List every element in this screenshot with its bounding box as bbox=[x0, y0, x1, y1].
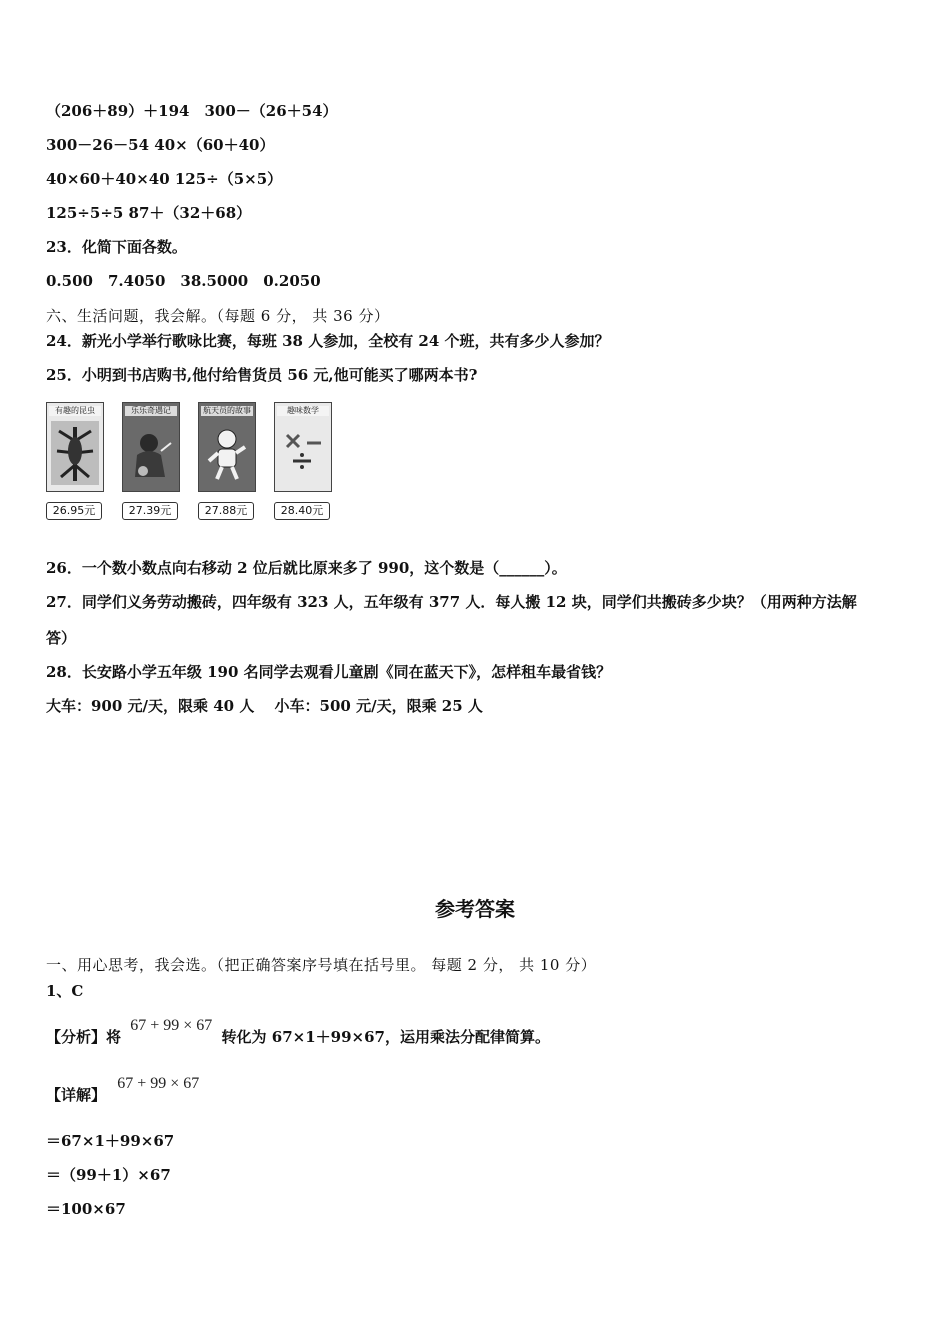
solution-step-1: ＝67×1＋99×67 bbox=[46, 1132, 175, 1150]
astronaut-illustration-icon bbox=[203, 421, 251, 485]
solution-step-3: ＝100×67 bbox=[46, 1200, 126, 1218]
detail-line bbox=[46, 1075, 200, 1106]
insect-illustration-icon bbox=[51, 421, 99, 485]
question-23: 23．化简下面各数。 bbox=[46, 238, 187, 256]
analysis-label: 【分析】将 bbox=[46, 1028, 122, 1046]
book-price: 26.95元 bbox=[46, 502, 102, 520]
book-cover-adventure bbox=[122, 402, 180, 492]
question-26: 26．一个数小数点向右移动 2 位后就比原来多了 990，这个数是（______）。 bbox=[46, 559, 567, 577]
calc-line-4: 125÷5÷5 87＋（32＋68） bbox=[46, 204, 252, 222]
adventure-illustration-icon bbox=[127, 421, 175, 485]
book-3 bbox=[198, 402, 256, 520]
book-price: 27.39元 bbox=[122, 502, 178, 520]
math-symbols-icon bbox=[279, 421, 327, 485]
book-cover-math bbox=[274, 402, 332, 492]
book-4 bbox=[274, 402, 332, 520]
book-cover-insects bbox=[46, 402, 104, 492]
analysis-line bbox=[46, 1017, 550, 1048]
book-title: 乐乐奇遇记 bbox=[125, 406, 177, 416]
book-2 bbox=[122, 402, 180, 520]
question-27: 27．同学们义务劳动搬砖，四年级有 323 人，五年级有 377 人．每人搬 12 块，同学们共搬砖多少块？（用两种方法解 bbox=[46, 593, 857, 611]
question-25: 25．小明到书店购书,他付给售货员 56 元,他可能买了哪两本书? bbox=[46, 366, 478, 384]
question-23-numbers: 0.500 7.4050 38.5000 0.2050 bbox=[46, 272, 321, 290]
question-28: 28．长安路小学五年级 190 名同学去观看儿童剧《同在蓝天下》，怎样租车最省钱？ bbox=[46, 663, 612, 681]
calc-line-2: 300－26－54 40×（60＋40） bbox=[46, 136, 275, 154]
question-27-continued: 答） bbox=[46, 629, 77, 647]
book-images bbox=[44, 402, 340, 524]
book-title: 航天员的故事 bbox=[203, 406, 251, 415]
book-title: 有趣的昆虫 bbox=[49, 406, 101, 416]
calc-line-3: 40×60＋40×40 125÷（5×5） bbox=[46, 170, 283, 188]
book-price: 28.40元 bbox=[274, 502, 330, 520]
question-24: 24．新光小学举行歌咏比赛，每班 38 人参加，全校有 24 个班，共有多少人参加？ bbox=[46, 332, 610, 350]
section-6-heading: 六、生活问题，我会解。（每题 6 分， 共 36 分） bbox=[46, 307, 390, 325]
calc-line-1: （206＋89）＋194 300－（26＋54） bbox=[46, 102, 338, 120]
math-expression: 67 + 99 × 67 bbox=[130, 1017, 213, 1034]
book-cover-astronaut bbox=[198, 402, 256, 492]
analysis-text: 转化为 67×1＋99×67，运用乘法分配律简算。 bbox=[221, 1028, 550, 1046]
answer-1: 1、C bbox=[46, 982, 84, 1000]
book-price: 27.88元 bbox=[198, 502, 254, 520]
book-title: 趣味数学 bbox=[277, 406, 329, 416]
book-1 bbox=[46, 402, 104, 520]
question-28-info: 大车：900 元/天，限乘 40 人 小车：500 元/天，限乘 25 人 bbox=[46, 697, 483, 715]
answer-section-1-heading: 一、用心思考，我会选。（把正确答案序号填在括号里。 每题 2 分， 共 10 分） bbox=[46, 956, 597, 974]
detail-label: 【详解】 bbox=[46, 1086, 107, 1104]
solution-step-2: ＝（99＋1）×67 bbox=[46, 1166, 171, 1184]
answers-title: 参考答案 bbox=[435, 897, 515, 921]
math-expression: 67 + 99 × 67 bbox=[117, 1075, 200, 1092]
